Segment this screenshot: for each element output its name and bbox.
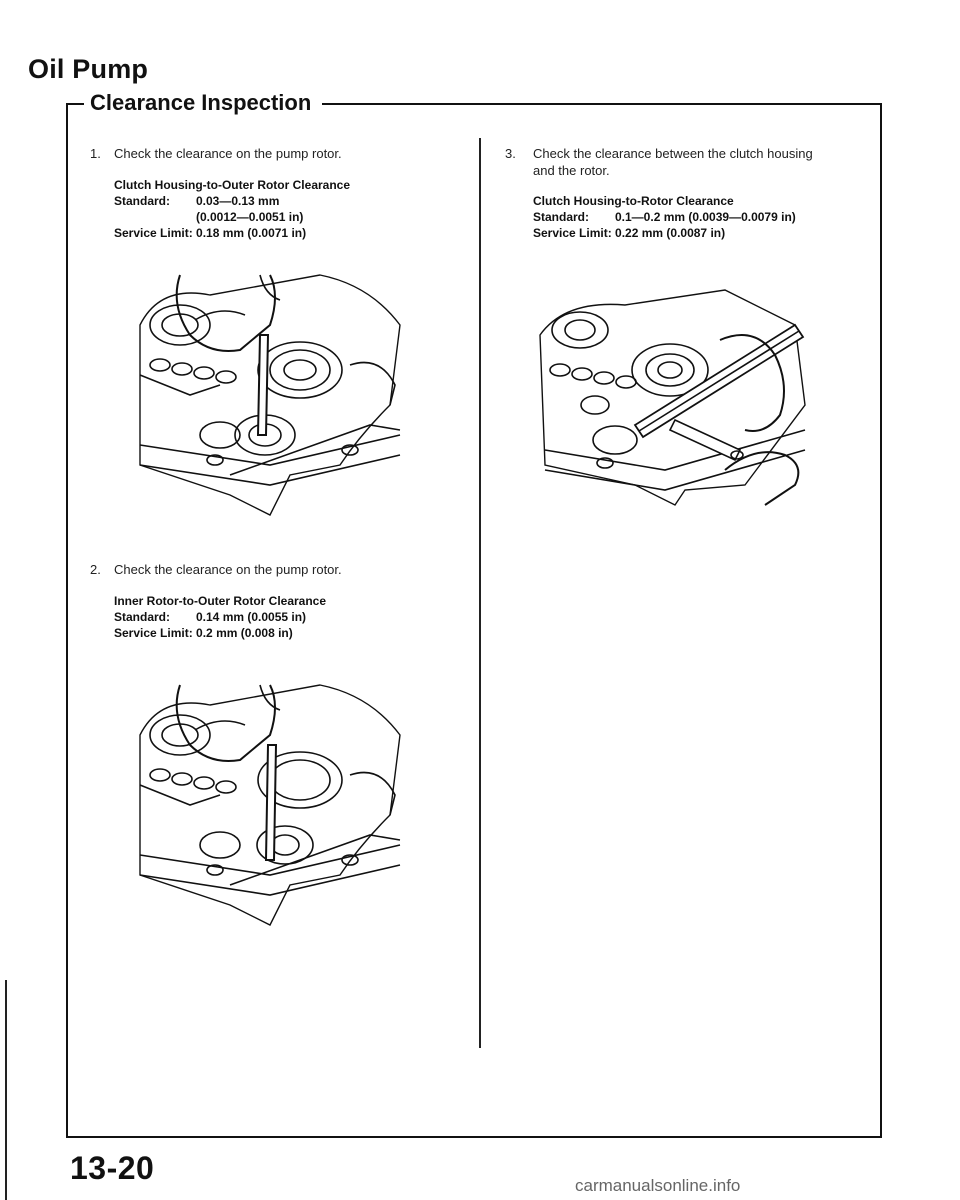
spec-title: Clutch Housing-to-Rotor Clearance xyxy=(533,194,734,208)
standard-value-in: (0.0012—0.0051 in) xyxy=(196,210,304,224)
standard-label: Standard: xyxy=(114,194,171,208)
section-title: Clearance Inspection xyxy=(90,90,312,115)
clutch-housing-illustration xyxy=(525,285,825,515)
standard-label: Standard: xyxy=(533,210,590,224)
standard-label: Standard: xyxy=(114,610,171,624)
page-title: Oil Pump xyxy=(28,54,149,84)
page-number: 13-20 xyxy=(70,1150,155,1186)
spec-block-3 xyxy=(533,193,878,241)
step-number: 3. xyxy=(505,146,516,161)
frame-border xyxy=(66,103,84,105)
standard-value: 0.03—0.13 mm xyxy=(196,194,280,208)
step-instruction: Check the clearance on the pump rotor. xyxy=(114,562,342,577)
frame-border xyxy=(322,103,882,105)
limit-value: 0.22 mm (0.0087 in) xyxy=(615,226,726,240)
spec-title: Clutch Housing-to-Outer Rotor Clearance xyxy=(114,178,351,192)
frame-border xyxy=(66,1136,882,1138)
spec-block-1 xyxy=(114,177,454,241)
step-instruction: Check the clearance between the clutch housing xyxy=(533,146,813,161)
margin-line xyxy=(5,980,7,1200)
limit-label: Service Limit: xyxy=(114,626,193,640)
frame-border xyxy=(880,103,882,1138)
frame-border xyxy=(66,103,68,1138)
spec-block-2 xyxy=(114,593,454,641)
limit-value: 0.18 mm (0.0071 in) xyxy=(196,226,307,240)
step-instruction: Check the clearance on the pump rotor. xyxy=(114,146,342,161)
column-divider xyxy=(479,138,481,1048)
footer-watermark: carmanualsonline.info xyxy=(575,1176,741,1195)
standard-value: 0.14 mm (0.0055 in) xyxy=(196,610,307,624)
limit-label: Service Limit: xyxy=(533,226,612,240)
pump-rotor-illustration xyxy=(120,265,410,525)
limit-label: Service Limit: xyxy=(114,226,193,240)
pump-rotor-illustration xyxy=(120,675,410,935)
standard-value: 0.1—0.2 mm (0.0039—0.0079 in) xyxy=(615,210,796,224)
spec-title: Inner Rotor-to-Outer Rotor Clearance xyxy=(114,594,327,608)
step-instruction: and the rotor. xyxy=(533,163,610,178)
limit-value: 0.2 mm (0.008 in) xyxy=(196,626,293,640)
step-number: 2. xyxy=(90,562,101,577)
step-number: 1. xyxy=(90,146,101,161)
